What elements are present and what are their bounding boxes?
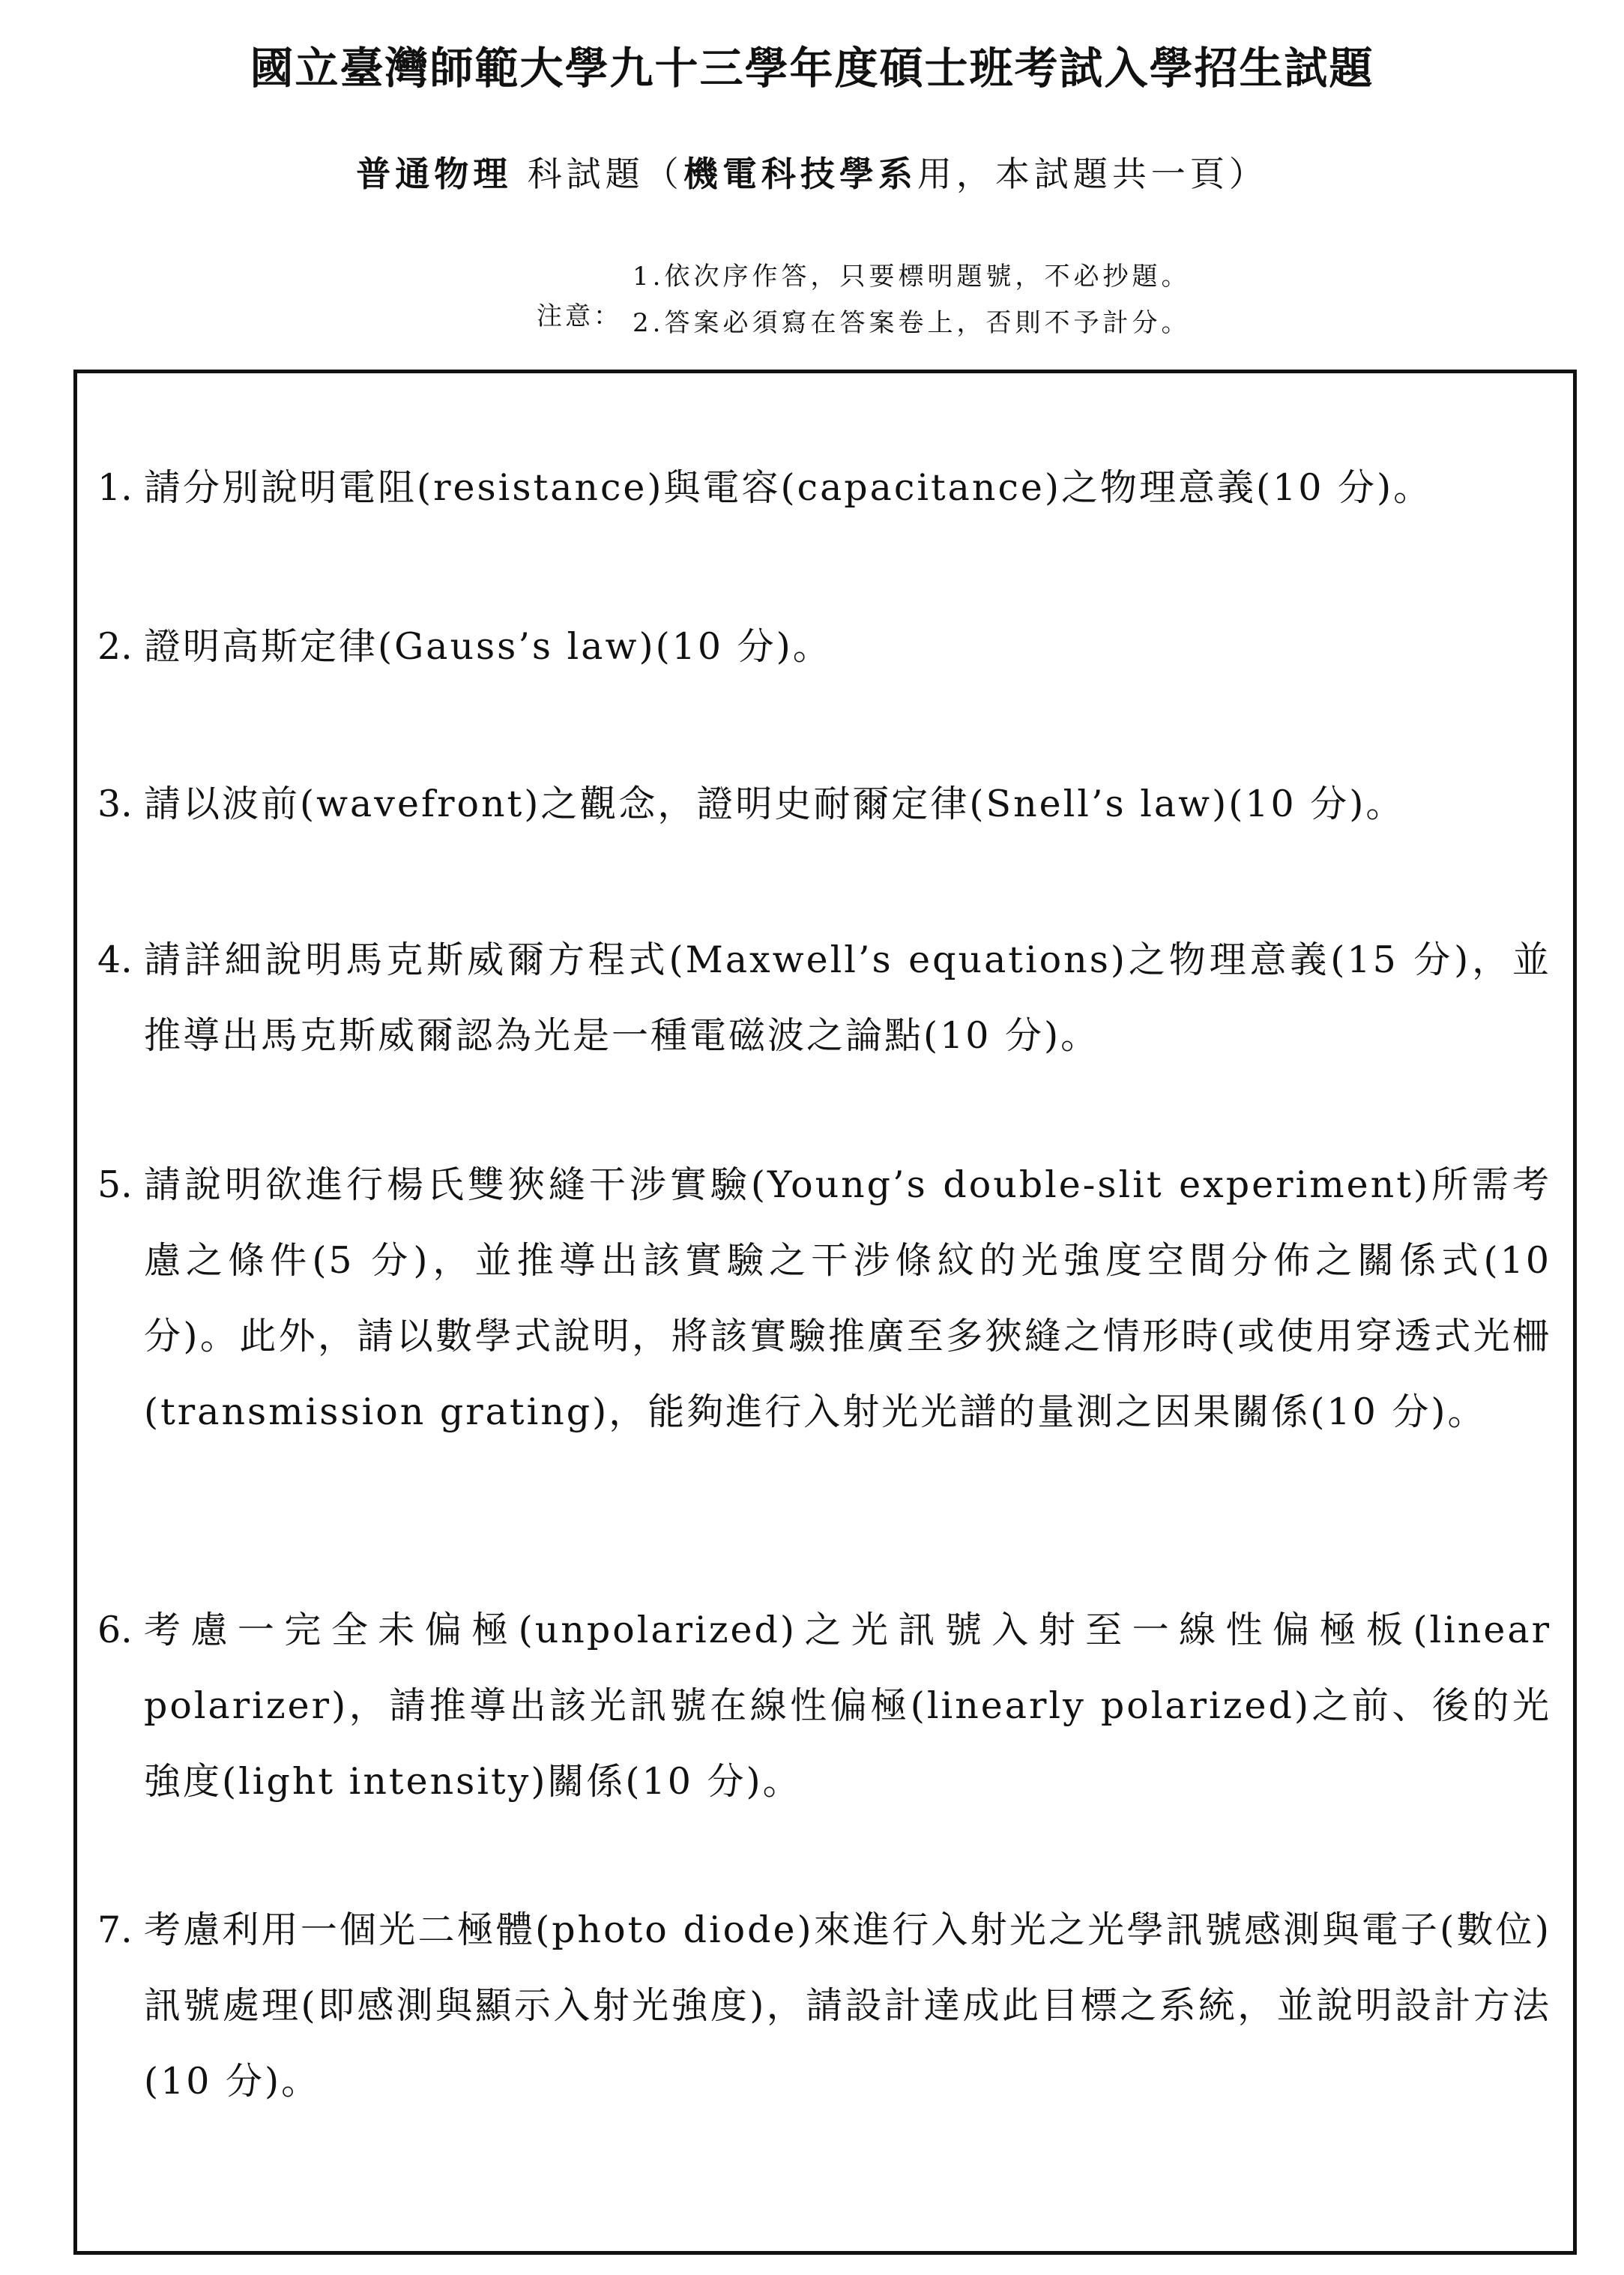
question-number: 2. [97, 625, 133, 668]
question-7 [97, 1892, 1551, 2119]
subject-suffix: 科試題（ [512, 154, 683, 194]
question-number: 1. [97, 466, 133, 509]
note-item-1: 1.依次序作答，只要標明題號，不必抄題。 [633, 262, 1191, 292]
notes-label: 注意： [537, 301, 622, 331]
question-number: 5. [97, 1163, 133, 1206]
exam-subtitle [0, 147, 1624, 196]
question-3 [97, 766, 1551, 842]
question-text: 請說明欲進行楊氏雙狹縫干涉實驗(Young’s double-slit experiment)所需考慮之條件(5 分)，並推導出該實驗之干涉條紋的光強度空間分佈之關係式(10 分)。此外，請以數學式說明，將該實驗推廣至多狹縫之情形時(或使用穿透式光柵(transmission grating)，能夠進行入射光光譜的量測之因果關係(10 分)。 [144, 1163, 1552, 1433]
question-5 [97, 1147, 1551, 1450]
exam-title: 國立臺灣師範大學九十三學年度碩士班考試入學招生試題 [250, 43, 1374, 94]
question-text: 請詳細說明馬克斯威爾方程式(Maxwell’s equations)之物理意義(15 分)，並推導出馬克斯威爾認為光是一種電磁波之論點(10 分)。 [144, 938, 1551, 1057]
question-text: 請分別說明電阻(resistance)與電容(capacitance)之物理意義(10 分)。 [144, 466, 1433, 509]
question-4 [97, 922, 1551, 1073]
question-number: 4. [97, 938, 133, 981]
subject-name: 普通物理 [356, 154, 513, 194]
question-2 [97, 609, 1551, 684]
question-text: 證明高斯定律(Gauss’s law)(10 分)。 [144, 625, 832, 668]
question-number: 3. [97, 783, 133, 825]
question-text: 請以波前(wavefront)之觀念，證明史耐爾定律(Snell’s law)(10 分)。 [144, 783, 1405, 825]
question-6 [97, 1592, 1551, 1819]
question-text: 考慮一完全未偏極(unpolarized)之光訊號入射至一線性偏極板(linear polarizer)，請推導出該光訊號在線性偏極(linearly polarized)之前、後的光強度(light intensity)關係(10 分)。 [144, 1609, 1551, 1803]
department-suffix: 用，本試題共一頁） [917, 154, 1268, 194]
note-item-2: 2.答案必須寫在答案卷上，否則不予計分。 [633, 308, 1191, 338]
department-name: 機電科技學系 [683, 154, 917, 194]
question-text: 考慮利用一個光二極體(photo diode)來進行入射光之光學訊號感測與電子(數位)訊號處理(即感測與顯示入射光強度)，請設計達成此目標之系統，並說明設計方法(10 分)。 [144, 1908, 1551, 2103]
question-1 [97, 450, 1551, 525]
notes-list [633, 253, 1190, 346]
question-number: 7. [97, 1908, 133, 1951]
question-number: 6. [97, 1609, 133, 1651]
